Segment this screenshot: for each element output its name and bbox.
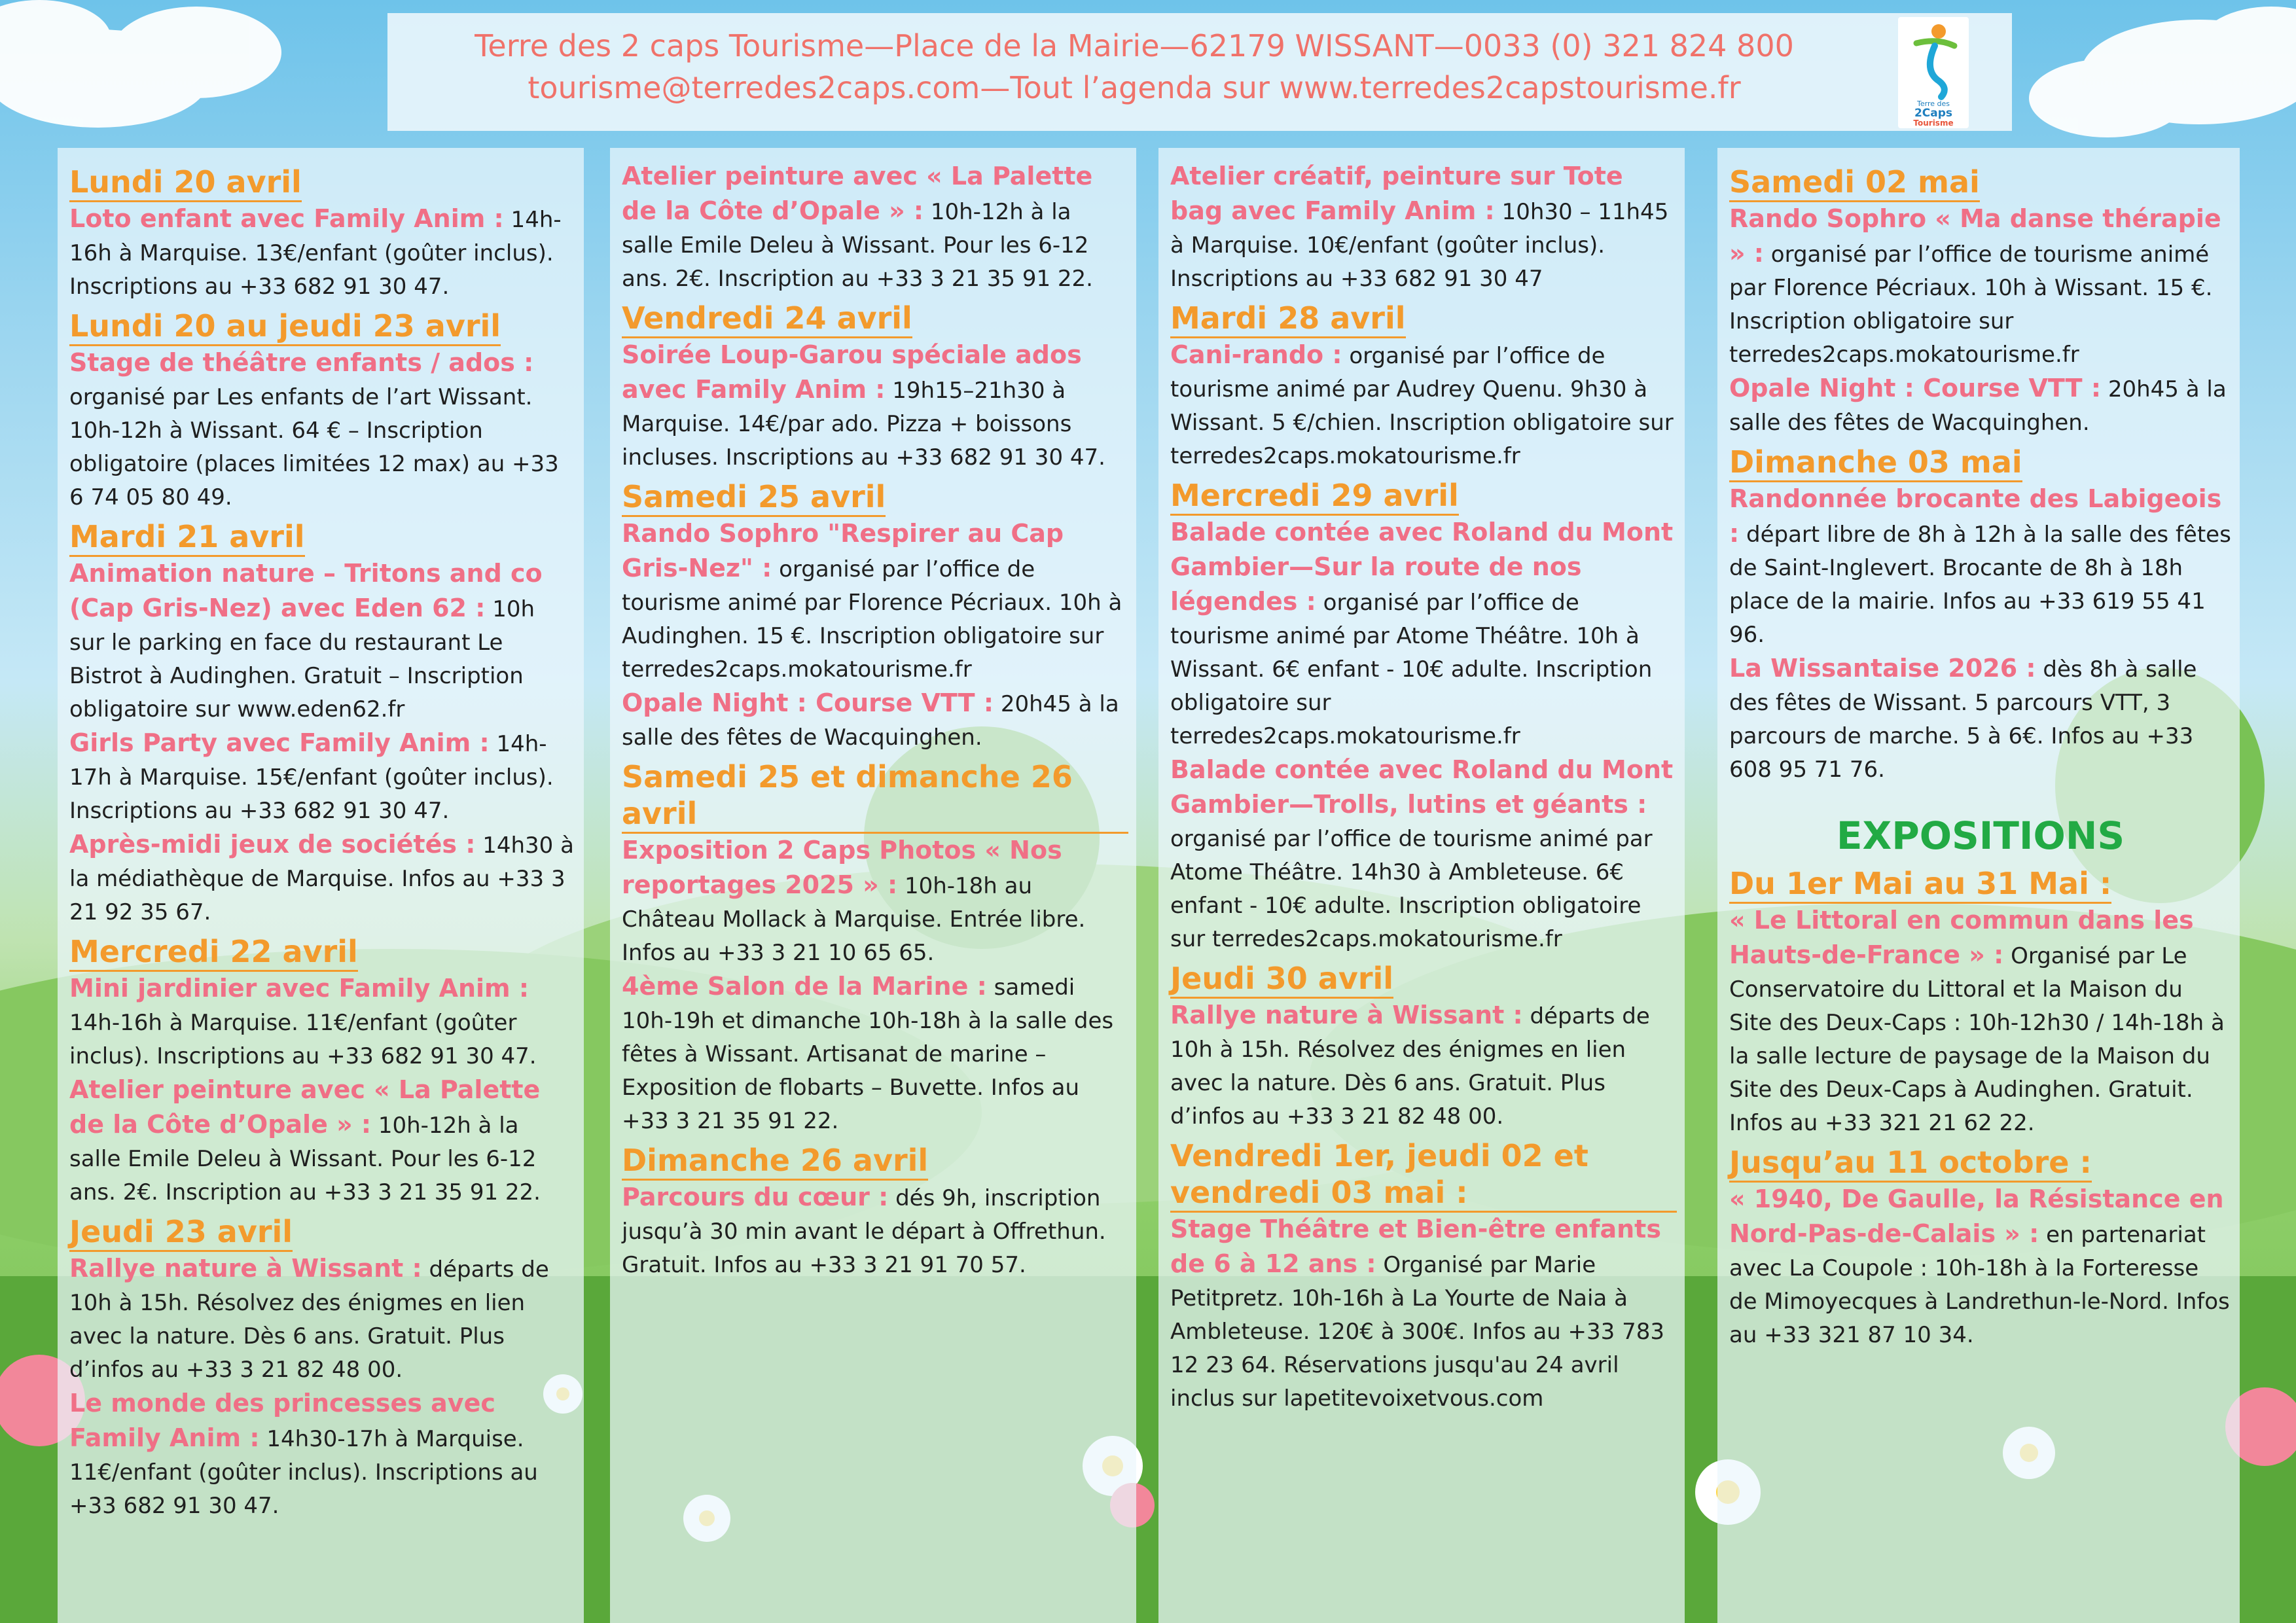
agenda-column-3 xyxy=(1158,148,1685,1623)
event-title: Randonnée brocante des Labigeois : xyxy=(1729,484,2222,548)
event-entry xyxy=(69,828,576,929)
event-details: départs de 10h à 15h. Résolvez des énigmes en lien avec la nature. Dès 6 ans. Gratuit. Plus d’infos au +33 3 21 82 48 00. xyxy=(1170,1003,1650,1130)
event-title: Atelier créatif, peinture sur Tote bag avec Family Anim : xyxy=(1170,162,1623,225)
event-entry xyxy=(622,517,1128,687)
event-title: Stage de théâtre enfants / ados : xyxy=(69,348,534,377)
event-date-heading: Dimanche 03 mai xyxy=(1729,444,2022,482)
event-entry xyxy=(1170,753,1677,956)
event-title: Atelier peinture avec « La Palette de la Côte d’Opale » : xyxy=(69,1075,541,1139)
event-title: Opale Night : Course VTT : xyxy=(1729,374,2102,402)
header-address-line: Terre des 2 caps Tourisme—Place de la Mairie—62179 WISSANT—0033 (0) 321 824 800 xyxy=(475,28,1794,63)
event-entry xyxy=(69,346,576,514)
event-title: Rando Sophro "Respirer au Cap Gris-Nez" : xyxy=(622,519,1064,582)
event-entry xyxy=(1170,1213,1677,1416)
event-title: Soirée Loup-Garou spéciale ados avec Family Anim : xyxy=(622,340,1082,404)
event-date-heading: Jusqu’au 11 octobre : xyxy=(1729,1144,2092,1183)
event-details: organisé par l’office de tourisme animé par Atome Théâtre. 10h à Wissant. 6€ enfant - 10€ adulte. Inscription obligatoire sur terredes2caps.mokatourisme.fr xyxy=(1170,590,1653,749)
event-title: Rando Sophro « Ma danse thérapie » : xyxy=(1729,204,2221,268)
event-entry xyxy=(1170,516,1677,753)
event-title: Exposition 2 Caps Photos « Nos reportages 2025 » : xyxy=(622,836,1062,899)
logo-mid-text: 2Caps xyxy=(1914,107,1953,120)
event-date-heading: Samedi 02 mai xyxy=(1729,164,1980,202)
event-entry xyxy=(69,726,576,828)
event-details: 14h-17h à Marquise. 15€/enfant (goûter inclus). Inscriptions au +33 682 91 30 47. xyxy=(69,731,554,824)
event-details: 20h45 à la salle des fêtes de Wacquinghen. xyxy=(1729,376,2227,436)
logo-icon xyxy=(1898,17,1969,128)
event-entry xyxy=(622,687,1128,755)
logo-bottom-text: Tourisme xyxy=(1913,118,1954,128)
event-details: départ libre de 8h à 12h à la salle des fêtes de Saint-Inglevert. Brocante de 8h à 18h place de la mairie. Infos au +33 619 55 41 96. xyxy=(1729,522,2231,648)
event-title: « 1940, De Gaulle, la Résistance en Nord-Pas-de-Calais » : xyxy=(1729,1185,2224,1248)
event-details: organisé par l’office de tourisme animé par Atome Théâtre. 14h30 à Ambleteuse. 6€ enfant - 10€ adulte. Inscription obligatoire sur terredes2caps.mokatourisme.fr xyxy=(1170,826,1653,952)
event-date-heading: Jeudi 23 avril xyxy=(69,1213,293,1252)
event-title: Loto enfant avec Family Anim : xyxy=(69,204,504,233)
event-title: La Wissantaise 2026 : xyxy=(1729,654,2036,683)
event-date-heading: Vendredi 1er, jeudi 02 et vendredi 03 mai : xyxy=(1170,1137,1677,1213)
event-date-heading: Lundi 20 au jeudi 23 avril xyxy=(69,308,501,346)
event-date-heading: Jeudi 30 avril xyxy=(1170,960,1393,999)
event-details: 14h30 à la médiathèque de Marquise. Infos au +33 3 21 92 35 67. xyxy=(69,832,574,925)
event-entry xyxy=(622,1181,1128,1282)
event-title: Cani-rando : xyxy=(1170,340,1342,369)
event-entry xyxy=(1729,904,2232,1140)
event-entry xyxy=(622,970,1128,1138)
event-date-heading: Mercredi 29 avril xyxy=(1170,477,1459,516)
event-title: Rallye nature à Wissant : xyxy=(69,1254,422,1283)
expositions-heading: EXPOSITIONS xyxy=(1836,813,2125,858)
event-details: en partenariat avec La Coupole : 10h-18h à la Forteresse de Mimoyecques à Landrethun-le-Nord. Infos au +33 321 87 10 34. xyxy=(1729,1222,2230,1348)
event-title: Animation nature – Tritons and co (Cap Gris-Nez) avec Eden 62 : xyxy=(69,559,543,622)
event-details: 14h-16h à Marquise. 13€/enfant (goûter inclus). Inscriptions au +33 682 91 30 47. xyxy=(69,207,562,300)
event-details: Organisé par Marie Petitpretz. 10h-16h à La Yourte de Naia à Ambleteuse. 120€ à 300€. Infos au +33 783 12 23 64. Réservations jusqu'au 24 avril inclus sur lapetitevoixetvous.com xyxy=(1170,1252,1665,1412)
agenda-column-4 xyxy=(1717,148,2240,1623)
event-title: Opale Night : Course VTT : xyxy=(622,688,994,717)
event-title: Parcours du cœur : xyxy=(622,1183,889,1211)
event-entry xyxy=(1729,1183,2232,1352)
event-date-heading: Samedi 25 et dimanche 26 avril xyxy=(622,758,1128,834)
event-details: 10h30 – 11h45 à Marquise. 10€/enfant (goûter inclus). Inscriptions au +33 682 91 30 47 xyxy=(1170,199,1669,292)
event-details: dès 8h à salle des fêtes de Wissant. 5 parcours VTT, 3 parcours de marche. 5 à 6€. Infos au +33 608 95 71 76. xyxy=(1729,656,2197,783)
event-title: Après-midi jeux de sociétés : xyxy=(69,830,476,859)
event-entry xyxy=(622,338,1128,474)
event-details: 14h-16h à Marquise. 11€/enfant (goûter inclus). Inscriptions au +33 682 91 30 47. xyxy=(69,1010,537,1069)
event-date-heading: Mardi 21 avril xyxy=(69,518,305,557)
event-title: Balade contée avec Roland du Mont Gambier—Trolls, lutins et géants : xyxy=(1170,755,1674,819)
contact-header xyxy=(387,13,2012,131)
event-details: samedi 10h-19h et dimanche 10h-18h à la salle des fêtes à Wissant. Artisanat de marine – Exposition de flobarts – Buvette. Infos au +33 3 21 35 91 22. xyxy=(622,974,1114,1134)
event-entry xyxy=(622,160,1128,296)
event-title: Rallye nature à Wissant : xyxy=(1170,1001,1523,1029)
event-date-heading: Samedi 25 avril xyxy=(622,478,886,517)
event-details: 10h sur le parking en face du restaurant Le Bistrot à Audinghen. Gratuit – Inscription obligatoire sur www.eden62.fr xyxy=(69,596,535,722)
event-details: 14h30-17h à Marquise. 11€/enfant (goûter inclus). Inscriptions au +33 682 91 30 47. xyxy=(69,1426,538,1519)
event-entry xyxy=(69,1073,576,1209)
event-details: Organisé par Le Conservatoire du Littoral et la Maison du Site des Deux-Caps : 10h-12h30 / 14h-18h à la salle lecture de paysage de la Maison du Site des Deux-Caps à Audinghen. Gratuit. Infos au +33 321 21 62 22. xyxy=(1729,943,2225,1136)
event-entry xyxy=(69,972,576,1073)
event-entry xyxy=(1729,652,2232,787)
event-date-heading: Mercredi 22 avril xyxy=(69,933,358,972)
header-email-website-line: tourisme@terredes2caps.com—Tout l’agenda sur www.terredes2capstourisme.fr xyxy=(528,70,1741,105)
event-title: Stage Théâtre et Bien-être enfants de 6 à 12 ans : xyxy=(1170,1215,1661,1278)
event-entry xyxy=(1170,999,1677,1133)
event-title: Mini jardinier avec Family Anim : xyxy=(69,974,529,1003)
event-entry xyxy=(69,557,576,726)
event-title: Balade contée avec Roland du Mont Gambier—Sur la route de nos légendes : xyxy=(1170,518,1674,616)
event-details: dés 9h, inscription jusqu’à 30 min avant le départ à Offrethun. Gratuit. Infos au +33 3 21 91 70 57. xyxy=(622,1185,1106,1278)
event-entry xyxy=(1729,372,2232,440)
event-details: organisé par l’office de tourisme animé par Florence Pécriaux. 10h à Audinghen. 15 €. Inscription obligatoire sur terredes2caps.mokatourisme.fr xyxy=(622,556,1122,683)
event-title: « Le Littoral en commun dans les Hauts-de-France » : xyxy=(1729,906,2194,969)
event-title: Le monde des princesses avec Family Anim : xyxy=(69,1389,495,1452)
event-entry xyxy=(1729,482,2232,652)
event-title: Girls Party avec Family Anim : xyxy=(69,728,490,757)
agenda-column-2 xyxy=(610,148,1136,1623)
event-details: 10h-12h à la salle Emile Deleu à Wissant. Pour les 6-12 ans. 2€. Inscription au +33 3 21 35 91 22. xyxy=(622,199,1093,292)
terre-des-2-caps-logo xyxy=(1898,17,1969,128)
event-date-heading: Mardi 28 avril xyxy=(1170,300,1406,338)
event-entry xyxy=(69,1252,576,1387)
event-entry xyxy=(1729,202,2232,372)
agenda-column-1 xyxy=(58,148,584,1623)
event-date-heading: Lundi 20 avril xyxy=(69,164,302,202)
event-entry xyxy=(69,1387,576,1523)
event-date-heading: Dimanche 26 avril xyxy=(622,1142,928,1181)
event-entry xyxy=(622,834,1128,970)
event-title: Atelier peinture avec « La Palette de la Côte d’Opale » : xyxy=(622,162,1093,225)
event-date-heading: Vendredi 24 avril xyxy=(622,300,912,338)
logo-top-text: Terre des xyxy=(1917,99,1950,108)
event-details: départs de 10h à 15h. Résolvez des énigmes en lien avec la nature. Dès 6 ans. Gratuit. Plus d’infos au +33 3 21 82 48 00. xyxy=(69,1257,549,1383)
event-details: 20h45 à la salle des fêtes de Wacquinghen. xyxy=(622,691,1119,751)
event-details: 19h15–21h30 à Marquise. 14€/par ado. Pizza + boissons incluses. Inscriptions au +33 682 91 30 47. xyxy=(622,378,1105,471)
event-details: organisé par l’office de tourisme animé par Florence Pécriaux. 10h à Wissant. 15 €. Inscription obligatoire sur terredes2caps.mokatourisme.fr xyxy=(1729,241,2213,368)
event-details: 10h-12h à la salle Emile Deleu à Wissant. Pour les 6-12 ans. 2€. Inscription au +33 3 21 35 91 22. xyxy=(69,1113,541,1205)
event-date-heading: Du 1er Mai au 31 Mai : xyxy=(1729,865,2111,904)
event-entry xyxy=(69,202,576,304)
event-details: organisé par Les enfants de l’art Wissant. 10h-12h à Wissant. 64 € – Inscription obligatoire (places limitées 12 max) au +33 6 74 05 80 49. xyxy=(69,384,559,510)
event-details: organisé par l’office de tourisme animé par Audrey Quenu. 9h30 à Wissant. 5 €/chien. Inscription obligatoire sur terredes2caps.mokatourisme.fr xyxy=(1170,343,1674,469)
event-title: 4ème Salon de la Marine : xyxy=(622,972,987,1001)
event-entry xyxy=(1170,338,1677,473)
event-details: 10h-18h au Château Mollack à Marquise. Entrée libre. Infos au +33 3 21 10 65 65. xyxy=(622,873,1086,966)
event-entry xyxy=(1170,160,1677,296)
